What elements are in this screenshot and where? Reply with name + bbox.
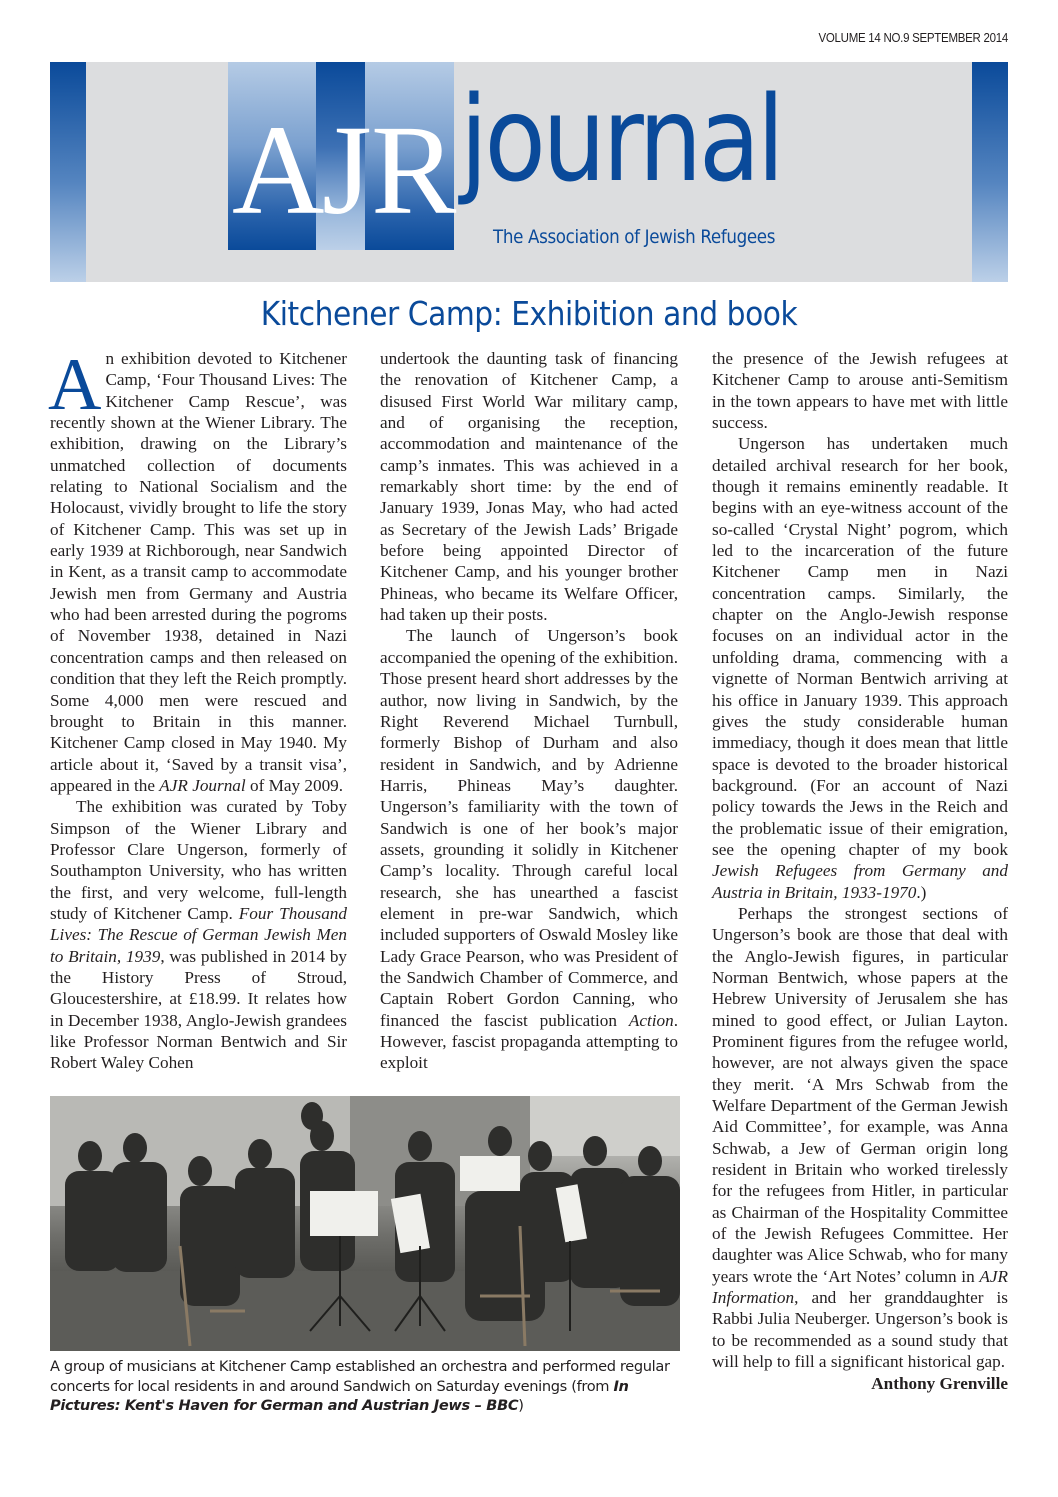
publication-title: AJR Information <box>712 1266 1008 1308</box>
book-title: Four Thousand Lives: The Rescue of German Jewish Men to Britain, 1939 <box>50 903 347 966</box>
logo-letter-j: J <box>322 99 372 241</box>
logo-letter-a: A <box>232 99 325 241</box>
orchestra-photo <box>50 1096 680 1351</box>
right-decorative-stripe <box>972 62 1008 282</box>
issue-info: VOLUME 14 NO.9 SEPTEMBER 2014 <box>818 31 1008 45</box>
text: . However, fascist propaganda attempting to exploit <box>380 1010 678 1073</box>
text: The launch of Ungerson’s book accompanied the opening of the exhibition. Those present heard short addresses by the author, now living in Sandwich, by the Right Reverend Michael Turnbull, formerly Bishop of Durham and also resident in Sandwich, and by Adrienne Harris, Phineas May’s daughter. Ungerson’s familiarity with the town of Sandwich is one of her book’s major assets, grounding it solidly in Kitchener Camp’s locality. Through careful local research, she has unearthed a fascist element in pre-war Sandwich, which included supporters of Oswald Mosley like Lady Grace Pearson, who was President of the Sandwich Chamber of Commerce, and Captain Robert Gordon Canning, who financed the fascist publication <box>380 626 678 1030</box>
tagline: The Association of Jewish Refugees <box>493 226 776 248</box>
text: Perhaps the strongest sections of Ungerson’s book are those that deal with the Anglo-Jewish figures, in particular Norman Bentwich, whose papers at the Hebrew University of Jerusalem she has mined to good effect, or Julian Layton. Prominent figures from the refugee world, however, are not always given the space they merit. ‘A Mrs Schwab from the Welfare Department of the German Jewish Aid Committee’, for example, was Anna Schwab, a Jew of German origin long resident in Britain who worked tirelessly for the refugees from Hitler, in particular as Chairman of the Hospitality Committee of the Jewish Refugees Committee. Her daughter was Alice Schwab, who for many years wrote the ‘Art Notes’ column in <box>712 903 1008 1286</box>
ajr-logo <box>228 62 457 250</box>
text: , and her granddaughter is Rabbi Julia Neuberger. Ungerson’s book is to be recommended as a sound study that will help to fill a significant historical gap. <box>712 1288 1008 1372</box>
logo-letter-r: R <box>371 99 457 241</box>
journal-wordmark: journal <box>460 70 782 208</box>
caption-source-suffix: ) <box>518 1397 524 1414</box>
article-column-1 <box>48 344 348 1074</box>
paragraph: undertook the daunting task of financing the renovation of Kitchener Camp, a disused First World War military camp, and of organising the reception, accommodation and maintenance of the camp’s inmates. This was achieved in a remarkably short time: by the end of January 1939, Jonas May, who had acted as Secretary of the Jewish Lads’ Brigade before being appointed Director of Kitchener Camp, and his younger brother Phineas, who became its Welfare Officer, had taken up their posts. <box>380 349 678 625</box>
paragraph: the presence of the Jewish refugees at Kitchener Camp to arouse anti-Semitism in the town appears to have met with little success. <box>712 349 1008 433</box>
logo-letters <box>228 99 457 256</box>
masthead-banner <box>50 62 1008 282</box>
article-title: Kitchener Camp: Exhibition and book <box>260 294 798 333</box>
text: of May 2009. <box>245 775 344 795</box>
caption-source-prefix: (from <box>571 1377 614 1395</box>
left-decorative-stripe <box>50 62 86 282</box>
text: , was published in 2014 by the History Press of Stroud, Gloucestershire, at £18.99. It relates how in December 1938, Anglo-Jewish grandees like Professor Norman Bentwich and Sir Robert Waley Cohen <box>50 946 348 1073</box>
paragraph <box>712 903 1008 1373</box>
article-column-3 <box>712 348 1008 1394</box>
paragraph <box>50 796 347 1073</box>
text: n exhibition devoted to Kitchener Camp, ‘Four Thousand Lives: The Kitchener Camp Rescue’, was recently shown at the Wiener Library. The exhibition, drawing on the Library’s unmatched collection of documents relating to National Socialism and the Holocaust, vividly brought to life the story of Kitchener Camp. This was set up in early 1939 at Richborough, near Sandwich in Kent, as a transit camp to accommodate Jewish men from Germany and Austria who had been arrested during the pogroms of November 1938, detained in Nazi concentration camps and then released on condition that they left the Reich promptly. Some 4,000 men were rescued and brought to Britain in this manner. Kitchener Camp closed in May 1940. My article about it, ‘Saved by a transit visa’, appeared in the <box>50 349 347 795</box>
caption-source: In Pictures: Kent's Haven for German and Austrian Jews – BBC <box>50 1377 629 1414</box>
photo-illustration <box>50 1096 680 1351</box>
author-byline: Anthony Grenville <box>871 1373 1008 1393</box>
article-column-2 <box>380 348 678 1074</box>
text: Ungerson has undertaken much detailed archival research for her book, though it remains eminently readable. It begins with an eye-witness account of the so-called ‘Crystal Night’ pogrom, which led to the incarceration of the future Kitchener Camp men in Nazi concentration camps. Similarly, the chapter on the Anglo-Jewish response focuses on an individual actor in the unfolding drama, commencing with a vignette of Norman Bentwich arriving at his office in January 1939. This approach gives the study considerable human immediacy, though it does mean that little space is devoted to the broader historical background. (For an account of Nazi policy towards the Jews in the Reich and the problematic issue of their emigration, see the opening chapter of my book <box>712 434 1008 859</box>
publication-title: AJR Journal <box>159 775 246 795</box>
book-title: Jewish Refugees from Germany and Austria in Britain, 1933-1970 <box>712 861 1008 902</box>
photo-caption <box>50 1357 690 1416</box>
caption-text: A group of musicians at Kitchener Camp established an orchestra and performed regular concerts for local residents in and around Sandwich on Saturday evenings <box>50 1358 670 1395</box>
text: The exhibition was curated by Toby Simpson of the Wiener Library and Professor Clare Ungerson, formerly of Southampton University, who has written the first, and very welcome, full-length study of Kitchener Camp. <box>50 797 347 923</box>
publication-title: Action <box>628 1010 674 1030</box>
drop-cap: A <box>48 344 102 426</box>
paragraph <box>712 433 1008 903</box>
text: .) <box>916 882 927 902</box>
paragraph <box>48 344 347 796</box>
paragraph <box>380 625 678 1073</box>
